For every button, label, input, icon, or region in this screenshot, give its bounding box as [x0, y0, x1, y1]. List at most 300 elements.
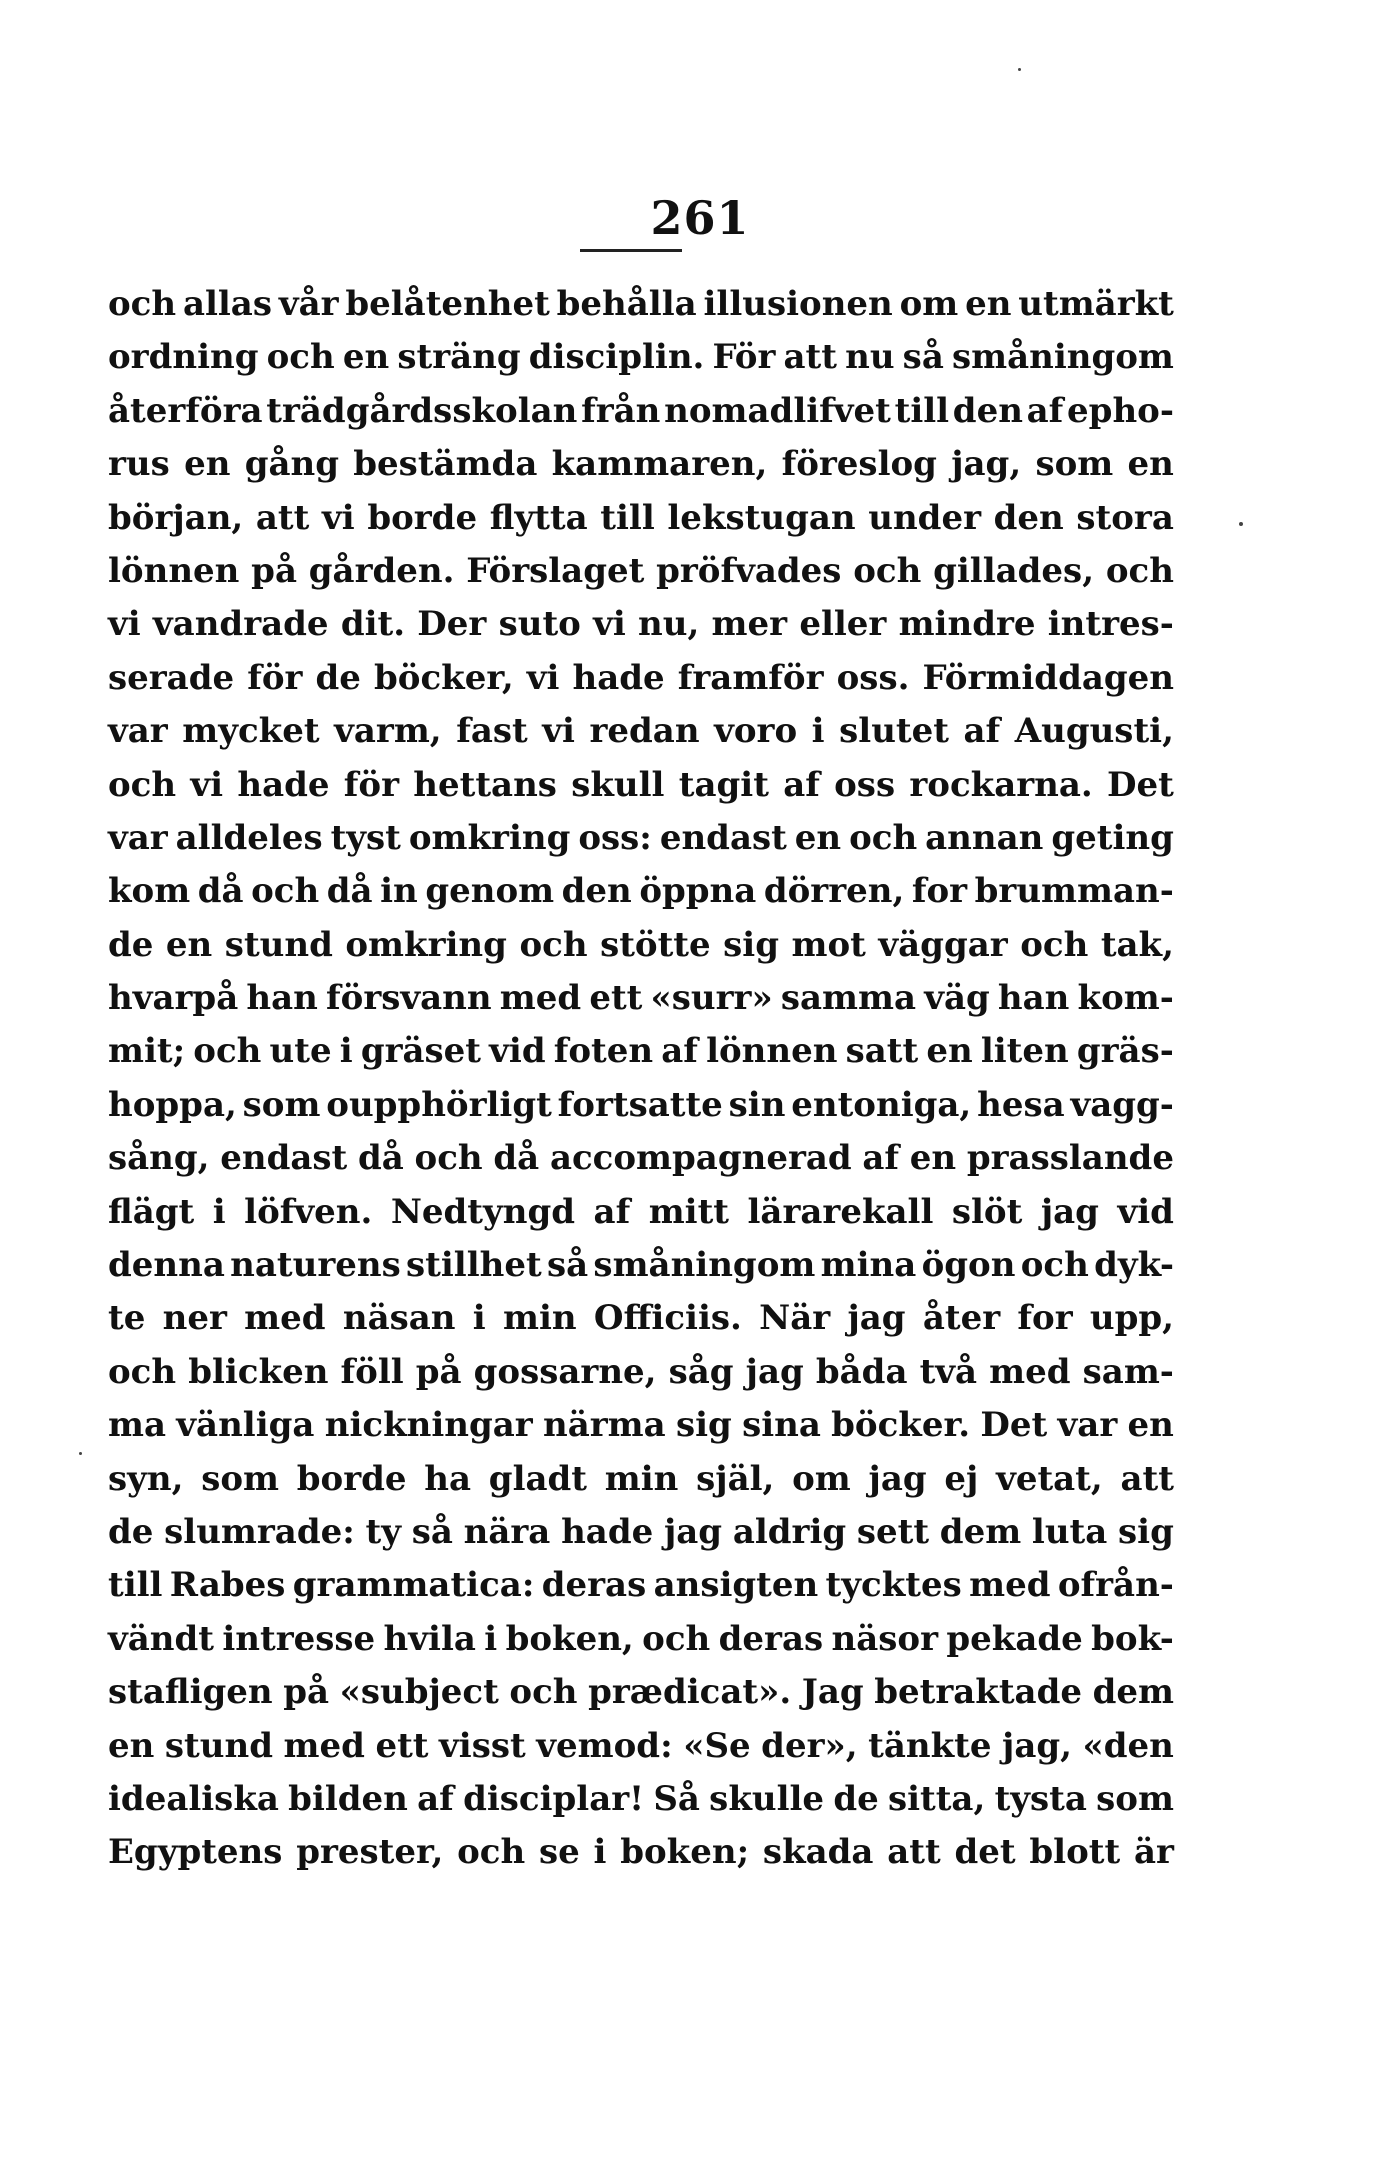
text-line — [108, 1399, 1174, 1452]
word: slumrade: — [164, 1511, 355, 1552]
word: Jag — [801, 1672, 864, 1713]
word: stora — [1076, 497, 1174, 538]
word: Förslaget — [466, 550, 645, 591]
word: slutet — [839, 711, 949, 752]
word: oupphörligt — [326, 1084, 552, 1125]
word: löfven. — [244, 1191, 373, 1232]
word: vi — [542, 711, 575, 752]
word: och — [1105, 550, 1174, 591]
word: kom- — [1077, 978, 1174, 1019]
word: varm, — [334, 711, 442, 752]
word: stund — [164, 1725, 273, 1766]
word: epho- — [1067, 390, 1174, 431]
text-line — [108, 652, 1174, 705]
word: en — [909, 1138, 957, 1179]
word: Så — [653, 1778, 700, 1819]
word: sin — [728, 1084, 786, 1125]
word: mit; — [108, 1031, 186, 1072]
word: mina — [820, 1245, 917, 1286]
word: kom — [108, 871, 191, 912]
word: suto — [498, 604, 581, 645]
word: i — [472, 1298, 486, 1339]
word: hvarpå — [108, 978, 239, 1019]
word: flytta — [489, 497, 588, 538]
word: jag — [663, 1511, 723, 1552]
word: deras — [718, 1618, 824, 1659]
print-speck — [1239, 522, 1243, 526]
text-line — [108, 1613, 1174, 1666]
word: gräset — [360, 1031, 482, 1072]
word: på — [283, 1672, 330, 1713]
word: dem — [1092, 1672, 1174, 1713]
word: näsor — [831, 1618, 938, 1659]
word: gillades, — [933, 550, 1095, 591]
word: ett — [589, 978, 643, 1019]
word: och — [108, 284, 177, 324]
word: ner — [162, 1298, 227, 1339]
word: af — [661, 1031, 698, 1072]
word: för — [247, 657, 303, 698]
word: till — [108, 1565, 163, 1606]
word: tycktes — [825, 1565, 962, 1606]
word: ansigten — [653, 1565, 819, 1606]
word: sig — [675, 1405, 732, 1446]
word: lekstugan — [667, 497, 856, 538]
word: allas — [182, 284, 272, 324]
word: tänkte — [868, 1725, 992, 1766]
page-number-underline — [580, 249, 682, 252]
word: skada — [762, 1832, 874, 1873]
word: två — [919, 1351, 978, 1392]
word: lärarekall — [747, 1191, 934, 1232]
word: så — [902, 337, 944, 378]
word: hade — [237, 764, 330, 805]
word: oss. — [836, 657, 910, 698]
word: intresse — [222, 1618, 376, 1659]
word: som — [201, 1458, 280, 1499]
word: prasslande — [966, 1138, 1174, 1179]
word: själ, — [696, 1458, 775, 1499]
word: se — [538, 1832, 580, 1873]
word: såg — [668, 1351, 734, 1392]
word: af — [417, 1778, 454, 1819]
word: eller — [799, 604, 887, 645]
word: pekade — [946, 1618, 1083, 1659]
text-line — [108, 1826, 1174, 1879]
word: vänliga — [176, 1405, 315, 1446]
word: rockarna. — [909, 764, 1093, 805]
text-line — [108, 1186, 1174, 1239]
word: då — [358, 1138, 404, 1179]
word: och — [193, 1031, 262, 1072]
word: böcker, — [374, 657, 514, 698]
word: med — [499, 978, 582, 1019]
word: mindre — [898, 604, 1036, 645]
word: upp, — [1089, 1298, 1174, 1339]
word: omkring — [345, 924, 507, 965]
word: lönnen — [108, 550, 240, 591]
word: Det — [1107, 764, 1174, 805]
word: gossarne, — [473, 1351, 657, 1392]
word: som — [242, 1084, 321, 1125]
word: blicken — [188, 1351, 329, 1392]
word: vid — [489, 1031, 546, 1072]
word: de — [315, 657, 361, 698]
word: vemod: — [536, 1725, 673, 1766]
word: af — [593, 1191, 631, 1232]
word: prædicat». — [588, 1672, 792, 1713]
word: tagit — [678, 764, 769, 805]
word: nickningar — [324, 1405, 533, 1446]
word: disciplar! — [463, 1778, 645, 1819]
word: jag, — [951, 444, 1022, 485]
word: för — [343, 764, 399, 805]
word: deras — [541, 1565, 647, 1606]
text-line — [108, 705, 1174, 758]
text-line — [108, 438, 1174, 491]
word: småningom — [593, 1245, 816, 1286]
word: boken, — [505, 1618, 634, 1659]
word: nära — [463, 1511, 551, 1552]
word: en — [794, 817, 842, 858]
word: Augusti, — [1014, 711, 1174, 752]
word: sig — [723, 924, 779, 965]
word: i — [593, 1832, 607, 1873]
word: var — [108, 711, 168, 752]
word: mot — [791, 924, 866, 965]
text-line — [108, 1720, 1174, 1773]
word: så — [411, 1511, 453, 1552]
word: och — [251, 871, 320, 912]
word: vid — [1117, 1191, 1174, 1232]
word: af — [862, 1138, 900, 1179]
word: den — [952, 390, 1023, 431]
word: näsan — [342, 1298, 456, 1339]
word: en — [1127, 444, 1174, 485]
word: Der — [417, 604, 487, 645]
text-line — [108, 1506, 1174, 1559]
word: sig — [1118, 1511, 1174, 1552]
text-line — [108, 278, 1174, 331]
word: en — [1127, 1405, 1174, 1446]
text-line — [108, 1025, 1174, 1078]
word: oss — [834, 764, 896, 805]
word: vandrade — [152, 604, 329, 645]
word: ute — [269, 1031, 332, 1072]
word: der», — [761, 1725, 858, 1766]
word: småningom — [951, 337, 1174, 378]
word: föll — [340, 1351, 404, 1392]
word: «surr» — [650, 978, 773, 1019]
word: nu, — [638, 604, 700, 645]
word: annan — [925, 817, 1044, 858]
word: omkring — [408, 817, 571, 858]
word: in — [380, 871, 418, 912]
word: böcker. — [831, 1405, 971, 1446]
word: försvann — [326, 978, 492, 1019]
word: for — [1017, 1298, 1073, 1339]
word: tyst — [330, 817, 401, 858]
word: en — [926, 1031, 973, 1072]
word: om — [899, 284, 959, 324]
word: Nedtyngd — [390, 1191, 576, 1232]
word: endast — [220, 1138, 348, 1179]
word: geting — [1051, 817, 1174, 858]
word: aldrig — [732, 1511, 847, 1552]
word: lönnen — [706, 1031, 838, 1072]
word: jag — [745, 1351, 804, 1392]
word: en — [342, 337, 390, 378]
text-line — [108, 1292, 1174, 1345]
word: ett — [375, 1725, 429, 1766]
word: «Se — [683, 1725, 751, 1766]
word: en — [165, 924, 213, 965]
word: gång — [244, 444, 339, 485]
word: min — [604, 1458, 679, 1499]
word: och — [457, 1832, 526, 1873]
text-line — [108, 1666, 1174, 1719]
word: dörren, — [763, 871, 905, 912]
word: de — [833, 1778, 879, 1819]
text-line — [108, 1132, 1174, 1185]
text-line — [108, 1773, 1174, 1826]
word: vetat, — [996, 1458, 1103, 1499]
word: då — [493, 1138, 540, 1179]
text-line — [108, 1239, 1174, 1292]
word: mitt — [648, 1191, 730, 1232]
word: hade — [572, 657, 665, 698]
word: öppna — [639, 871, 757, 912]
word: liten — [980, 1031, 1069, 1072]
word: sam- — [1082, 1351, 1174, 1392]
word: satt — [845, 1031, 919, 1072]
word: tysta — [994, 1778, 1087, 1819]
text-line — [108, 1453, 1174, 1506]
word: Rabes — [169, 1565, 286, 1606]
word: disciplin. — [528, 337, 705, 378]
word: hoppa, — [108, 1084, 237, 1125]
print-speck — [1018, 68, 1021, 71]
body-text — [108, 278, 1174, 1880]
text-line — [108, 759, 1174, 812]
word: boken; — [620, 1832, 750, 1873]
word: på — [251, 550, 297, 591]
word: den — [561, 871, 632, 912]
word: föreslog — [781, 444, 937, 485]
text-line — [108, 598, 1174, 651]
word: Officiis. — [593, 1298, 742, 1339]
word: som — [1035, 444, 1114, 485]
word: Förmiddagen — [922, 657, 1174, 698]
word: jag — [868, 1458, 927, 1499]
word: denna — [108, 1245, 225, 1286]
word: stafligen — [108, 1672, 273, 1713]
word: luta — [1031, 1511, 1108, 1552]
word: samma — [780, 978, 917, 1019]
word: i — [811, 711, 825, 752]
word: mycket — [182, 711, 320, 752]
word: med — [244, 1298, 326, 1339]
text-line — [108, 331, 1174, 384]
word: dem — [939, 1511, 1022, 1552]
word: i — [212, 1191, 226, 1232]
word: intres- — [1047, 604, 1174, 645]
word: Egyptens — [108, 1832, 283, 1873]
word: accompagnerad — [549, 1138, 852, 1179]
word: och — [108, 764, 177, 805]
word: borde — [367, 497, 478, 538]
word: och — [519, 924, 588, 965]
word: början, — [108, 497, 244, 538]
word: För — [712, 337, 776, 378]
word: och — [1020, 1245, 1089, 1286]
word: sång, — [108, 1138, 210, 1179]
word: «den — [1082, 1725, 1174, 1766]
word: fast — [456, 711, 528, 752]
word: så — [546, 1245, 589, 1286]
word: bok- — [1091, 1618, 1174, 1659]
word: att — [255, 497, 310, 538]
word: sina — [742, 1405, 821, 1446]
word: flägt — [108, 1191, 195, 1232]
word: ha — [424, 1458, 472, 1499]
word: till — [894, 390, 950, 431]
word: nu — [845, 337, 895, 378]
word: serade — [108, 657, 235, 698]
word: borde — [296, 1458, 407, 1499]
word: ty — [365, 1511, 401, 1552]
word: ma — [108, 1405, 167, 1446]
word: är — [1133, 1832, 1174, 1873]
word: och — [849, 817, 918, 858]
word: var — [1057, 1405, 1118, 1446]
word: mer — [711, 604, 788, 645]
word: framför — [677, 657, 824, 698]
word: en — [108, 1725, 155, 1766]
word: och — [266, 337, 335, 378]
word: och — [642, 1618, 711, 1659]
word: fortsatte — [557, 1084, 723, 1125]
word: och — [1020, 924, 1089, 965]
text-line — [108, 972, 1174, 1025]
word: min — [502, 1298, 577, 1339]
word: vändt — [108, 1618, 214, 1659]
word: endast — [659, 817, 787, 858]
word: under — [868, 497, 981, 538]
word: prester, — [296, 1832, 444, 1873]
word: brumman- — [974, 871, 1174, 912]
word: behålla — [556, 284, 697, 324]
word: bilden — [288, 1778, 408, 1819]
word: dit. — [340, 604, 406, 645]
word: ögon — [921, 1245, 1016, 1286]
word: for — [911, 871, 968, 912]
word: te — [108, 1298, 146, 1339]
word: nomadlifvet — [664, 390, 891, 431]
word: stötte — [600, 924, 711, 965]
word: oss: — [578, 817, 652, 858]
word: gården. — [308, 550, 455, 591]
word: grammatica: — [292, 1565, 535, 1606]
word: vi — [190, 764, 224, 805]
word: hesa — [977, 1084, 1065, 1125]
word: redan — [589, 711, 700, 752]
word: och — [108, 1351, 177, 1392]
word: då — [326, 871, 373, 912]
word: dyk- — [1094, 1245, 1174, 1286]
word: vi — [322, 497, 355, 538]
word: sett — [856, 1511, 930, 1552]
word: naturens — [230, 1245, 401, 1286]
word: illusionen — [703, 284, 893, 324]
text-line — [108, 492, 1174, 545]
word: vi — [526, 657, 560, 698]
word: syn, — [108, 1458, 184, 1499]
word: skulle — [709, 1778, 825, 1819]
word: väg — [924, 978, 990, 1019]
word: idealiska — [108, 1778, 279, 1819]
word: ej — [944, 1458, 979, 1499]
word: i — [484, 1618, 498, 1659]
word: stillhet — [406, 1245, 542, 1286]
word: skull — [571, 764, 665, 805]
word: om — [792, 1458, 851, 1499]
text-line — [108, 919, 1174, 972]
word: entoniga, — [791, 1084, 972, 1125]
word: han — [997, 978, 1070, 1019]
word: att — [887, 1832, 941, 1873]
word: foten — [553, 1031, 654, 1072]
word: med — [989, 1351, 1071, 1392]
word: båda — [815, 1351, 908, 1392]
text-line — [108, 812, 1174, 865]
word: slöt — [951, 1191, 1023, 1232]
text-line — [108, 1559, 1174, 1612]
word: sträng — [397, 337, 521, 378]
word: från — [581, 390, 661, 431]
word: sitta, — [887, 1778, 986, 1819]
word: voro — [714, 711, 798, 752]
word: Det — [980, 1405, 1048, 1446]
word: betraktade — [874, 1672, 1082, 1713]
word: gladt — [488, 1458, 587, 1499]
word: i — [339, 1031, 353, 1072]
word: genom — [425, 871, 555, 912]
word: «subject — [339, 1672, 499, 1713]
word: stund — [224, 924, 333, 965]
word: de — [108, 924, 154, 965]
word: att — [1120, 1458, 1174, 1499]
word: och — [509, 1672, 578, 1713]
word: visst — [439, 1725, 526, 1766]
word: en — [965, 284, 1012, 324]
text-line — [108, 545, 1174, 598]
word: de — [108, 1511, 154, 1552]
word: När — [759, 1298, 831, 1339]
word: af — [1026, 390, 1064, 431]
word: vi — [593, 604, 626, 645]
word: hettans — [413, 764, 557, 805]
word: vi — [108, 604, 141, 645]
page-number: 261 — [650, 191, 750, 245]
word: af — [783, 764, 820, 805]
word: ofrån- — [1057, 1565, 1174, 1606]
word: bestämda — [353, 444, 538, 485]
word: gräs- — [1076, 1031, 1174, 1072]
word: att — [783, 337, 837, 378]
word: återföra — [108, 390, 263, 431]
word: väggar — [878, 924, 1008, 965]
